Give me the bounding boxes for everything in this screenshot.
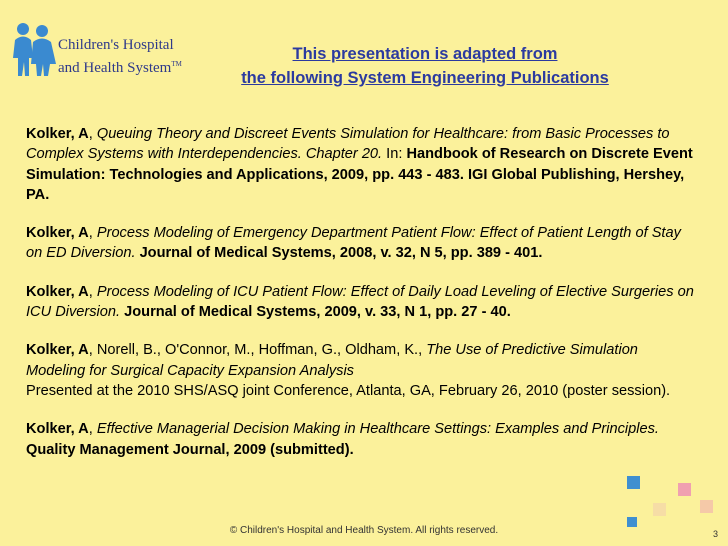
ref-source: Journal of Medical Systems, 2008, v. 32, N 5, pp. 389 - 401. bbox=[139, 245, 543, 262]
logo-text bbox=[58, 36, 182, 78]
ref-sep: , bbox=[88, 283, 97, 300]
decor-square-pink bbox=[678, 483, 691, 496]
ref-title: The Use of Predictive Simulation Modeling for Surgical Capacity Expansion Analysis bbox=[26, 342, 638, 379]
decor-square-blue bbox=[627, 476, 640, 489]
reference-item bbox=[26, 419, 694, 460]
ref-author: Kolker, A bbox=[26, 421, 89, 438]
decor-square-peach bbox=[700, 500, 713, 513]
slide-title bbox=[180, 42, 670, 90]
decor-square-cream bbox=[653, 503, 666, 516]
reference-item bbox=[26, 223, 694, 264]
ref-author: Kolker, A bbox=[26, 126, 89, 142]
ref-sep: , bbox=[88, 421, 97, 438]
ref-title: Process Modeling of Emergency Department Patient Flow: Effect of Patient Length of Stay on ED Diversion. bbox=[26, 225, 681, 262]
title-line2: the following System Engineering Publications bbox=[241, 69, 609, 87]
ref-title: Process Modeling of ICU Patient Flow: Effect of Daily Load Leveling of Elective Surgeries on ICU Diversion. bbox=[26, 283, 694, 321]
ref-sep: , Norell, B., O'Connor, M., Hoffman, G., Oldham, K., bbox=[88, 342, 427, 359]
reference-item bbox=[26, 282, 694, 323]
logo-line2: and Health System bbox=[58, 60, 172, 76]
reference-item bbox=[26, 124, 694, 205]
logo-line1: Children's Hospital bbox=[58, 37, 174, 53]
hospital-logo bbox=[12, 20, 182, 80]
ref-sep: , bbox=[88, 225, 97, 242]
page-number: 3 bbox=[712, 529, 718, 539]
reference-list bbox=[26, 124, 694, 478]
ref-title: Queuing Theory and Discreet Events Simulation for Healthcare: from Basic Processes to Complex Systems with Interdependencies. Chapter 20. bbox=[26, 126, 670, 163]
ref-author: Kolker, A bbox=[26, 283, 89, 300]
ref-author: Kolker, A bbox=[26, 225, 89, 242]
copyright-footer: © Children's Hospital and Health System. All rights reserved. bbox=[229, 525, 499, 536]
title-line1: This presentation is adapted from bbox=[292, 45, 558, 63]
ref-title: Effective Managerial Decision Making in Healthcare Settings: Examples and Principles. bbox=[96, 421, 659, 438]
logo-tm: TM bbox=[171, 60, 182, 68]
children-silhouette-icon bbox=[12, 20, 58, 80]
ref-author: Kolker, A bbox=[26, 342, 89, 359]
ref-source: Journal of Medical Systems, 2009, v. 33, N 1, pp. 27 - 40. bbox=[124, 304, 511, 321]
ref-sep: , bbox=[88, 126, 97, 142]
logo-line2-wrap bbox=[58, 55, 182, 78]
ref-plain: In: bbox=[382, 146, 407, 163]
reference-item bbox=[26, 340, 694, 401]
ref-plain: Presented at the 2010 SHS/ASQ joint Conference, Atlanta, GA, February 26, 2010 (poster session). bbox=[26, 382, 671, 399]
ref-source: Handbook of Research on Discrete Event Simulation: Technologies and Applications, 2009, pp. 443 - 483. IGI Global Publishing, Hershey, PA. bbox=[26, 146, 693, 203]
ref-source: Quality Management Journal, 2009 (submitted). bbox=[26, 441, 354, 458]
